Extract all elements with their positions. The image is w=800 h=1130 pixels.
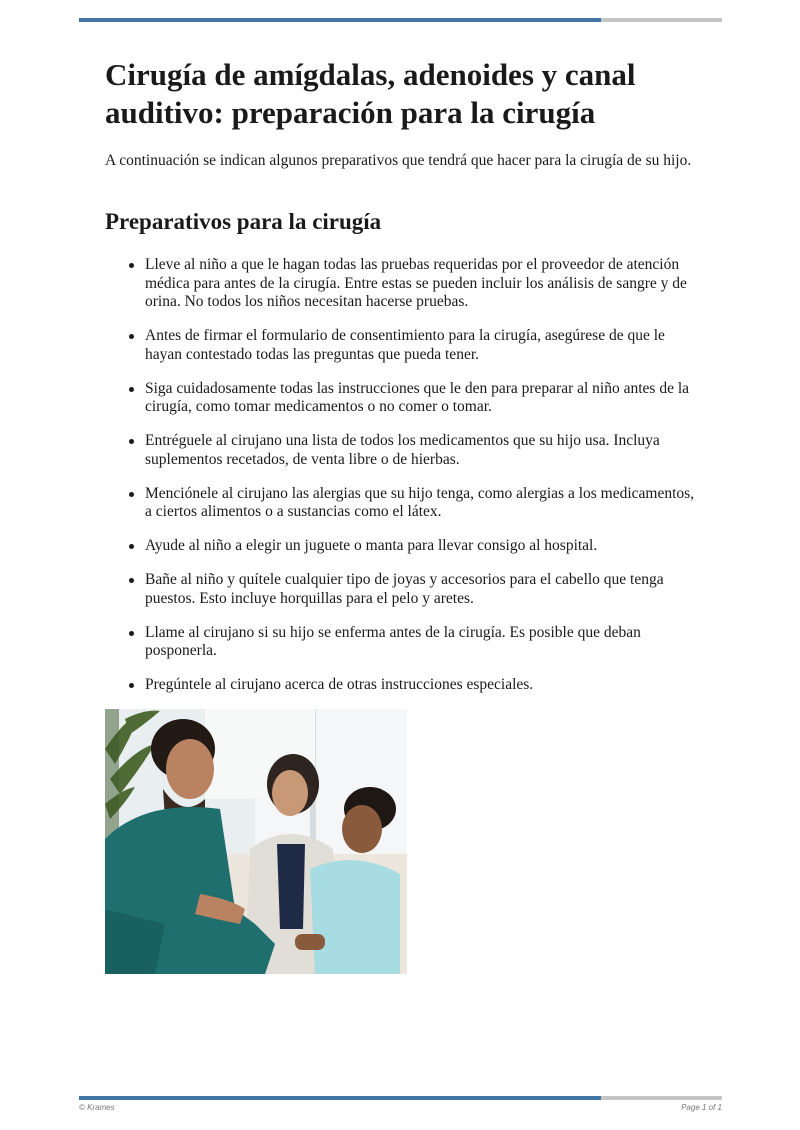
list-item: Lleve al niño a que le hagan todas las pruebas requeridas por el proveedor de atención médica para antes de la cirugía. Entre estas se pueden incluir los análisis de sangre y de orina. No todos los niños necesitan hacerse pruebas. [145, 256, 700, 312]
list-item: Bañe al niño y quítele cualquier tipo de joyas y accesorios para el cabello que tenga puestos. Esto incluye horquillas para el pelo y aretes. [145, 571, 700, 608]
list-item: Menciónele al cirujano las alergias que su hijo tenga, como alergias a los medicamentos, a ciertos alimentos o a sustancias como el látex. [145, 485, 700, 522]
list-item: Siga cuidadosamente todas las instrucciones que le den para preparar al niño antes de la cirugía, como tomar medicamentos o no comer o tomar. [145, 380, 700, 417]
header-rule-grey [601, 18, 722, 22]
page-title: Cirugía de amígdalas, adenoides y canal auditivo: preparación para la cirugía [105, 57, 636, 130]
section-heading: Preparativos para la cirugía [105, 209, 382, 234]
page-number: Page 1 of 1 [681, 1103, 722, 1112]
clinician-family-photo [105, 709, 407, 974]
photo-illustration [105, 709, 407, 974]
copyright-text: © Krames [79, 1103, 115, 1112]
intro-paragraph: A continuación se indican algunos preparativos que tendrá que hacer para la cirugía de su hijo. [105, 152, 692, 169]
header-rule-accent [79, 18, 601, 22]
preparation-list [145, 256, 700, 710]
footer-rule [79, 1096, 722, 1100]
list-item: Ayude al niño a elegir un juguete o manta para llevar consigo al hospital. [145, 537, 700, 556]
list-item: Antes de firmar el formulario de consentimiento para la cirugía, asegúrese de que le hayan contestado todas las preguntas que pueda tener. [145, 327, 700, 364]
footer-rule-accent [79, 1096, 601, 1100]
list-item: Entréguele al cirujano una lista de todos los medicamentos que su hijo usa. Incluya suplementos recetados, de venta libre o de hierbas. [145, 432, 700, 469]
footer-rule-grey [601, 1096, 722, 1100]
list-item: Pregúntele al cirujano acerca de otras instrucciones especiales. [145, 676, 700, 695]
header-rule [79, 18, 722, 22]
list-item: Llame al cirujano si su hijo se enferma antes de la cirugía. Es posible que deban posponerla. [145, 624, 700, 661]
